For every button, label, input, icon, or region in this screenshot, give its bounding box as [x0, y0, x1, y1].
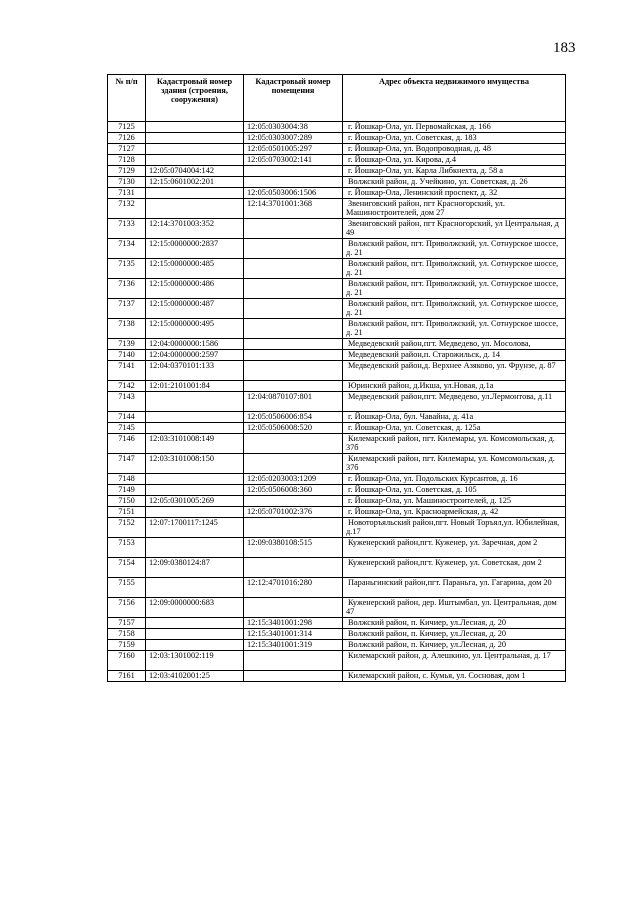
- cell-row-number: 7141: [108, 361, 146, 381]
- cell-address: Волжский район, пгт. Приволжский, ул. Сотнурское шоссе, д. 21: [343, 279, 566, 299]
- cell-address: Куженерский район, дер. Иштымбал, ул. Центральная, дом 47: [343, 598, 566, 618]
- cell-address: г. Йошкар-Ола, ул. Советская, д. 105: [343, 485, 566, 496]
- cell-address: Волжский район, п. Кичиер, ул.Лесная, д. 20: [343, 629, 566, 640]
- table-row: [108, 434, 566, 454]
- table-row: [108, 485, 566, 496]
- cell-building-cadastral: 12:03:1301002:119: [146, 651, 244, 671]
- cell-address: Волжский район, пгт. Приволжский, ул. Сотнурское шоссе, д. 21: [343, 299, 566, 319]
- cell-row-number: 7157: [108, 618, 146, 629]
- cell-building-cadastral: [146, 412, 244, 423]
- cell-room-cadastral: [244, 299, 343, 319]
- cell-row-number: 7145: [108, 423, 146, 434]
- table-row: [108, 474, 566, 485]
- table-row: [108, 122, 566, 133]
- header-row-number: № п/п: [108, 75, 146, 122]
- cell-room-cadastral: [244, 518, 343, 538]
- cell-address: Килемарский район, пгт. Килемары, ул. Комсомольская, д. 37б: [343, 434, 566, 454]
- cell-row-number: 7159: [108, 640, 146, 651]
- cell-address: г. Йошкар-Ола, бул. Чавайна, д. 41а: [343, 412, 566, 423]
- table-row: [108, 381, 566, 392]
- cell-building-cadastral: [146, 199, 244, 219]
- table-row: [108, 339, 566, 350]
- cell-row-number: 7151: [108, 507, 146, 518]
- table-row: [108, 319, 566, 339]
- cell-address: Волжский район, пгт. Приволжский, ул. Сотнурское шоссе, д. 21: [343, 259, 566, 279]
- cell-address: Звениговский район, пгт Красногорский, ул Центральная, д 49: [343, 219, 566, 239]
- table-header-row: [108, 75, 566, 122]
- cell-address: Параньгинский район,пгт. Параньга, ул. Гагарина, дом 20: [343, 578, 566, 598]
- cell-address: Волжский район, п. Кичиер, ул.Лесная, д. 20: [343, 618, 566, 629]
- cell-room-cadastral: [244, 598, 343, 618]
- cell-room-cadastral: 12:05:0506006:854: [244, 412, 343, 423]
- cell-room-cadastral: [244, 496, 343, 507]
- cell-room-cadastral: 12:05:0501005:297: [244, 144, 343, 155]
- cell-address: Килемарский район, с. Кумья, ул. Сосновая, дом 1: [343, 671, 566, 682]
- cell-building-cadastral: [146, 133, 244, 144]
- cell-room-cadastral: [244, 454, 343, 474]
- cell-building-cadastral: [146, 474, 244, 485]
- cell-row-number: 7126: [108, 133, 146, 144]
- cell-row-number: 7135: [108, 259, 146, 279]
- cell-address: Волжский район, п. Кичиер, ул.Лесная, д. 20: [343, 640, 566, 651]
- cell-address: г. Йошкар-Ола, ул. Красноармейская, д. 42: [343, 507, 566, 518]
- table-row: [108, 671, 566, 682]
- cell-address: г. Йошкар-Ола, ул. Машиностроителей, д. 125: [343, 496, 566, 507]
- cell-building-cadastral: 12:15:0000000:2837: [146, 239, 244, 259]
- cell-building-cadastral: 12:09:0380124:87: [146, 558, 244, 578]
- table-row: [108, 578, 566, 598]
- cell-row-number: 7142: [108, 381, 146, 392]
- header-address: Адрес объекта недвижимого имущества: [343, 75, 566, 122]
- cell-building-cadastral: 12:04:0370101:133: [146, 361, 244, 381]
- cell-address: г. Йошкар-Ола, ул. Первомайская, д. 166: [343, 122, 566, 133]
- cell-room-cadastral: [244, 219, 343, 239]
- cell-address: Медведевский район,пгт. Медведево, ул.Лермонтова, д.11: [343, 392, 566, 412]
- cell-room-cadastral: [244, 558, 343, 578]
- table-row: [108, 133, 566, 144]
- cell-row-number: 7130: [108, 177, 146, 188]
- cell-building-cadastral: [146, 629, 244, 640]
- header-room-cadastral: Кадастровый номер помещения: [244, 75, 343, 122]
- cell-row-number: 7132: [108, 199, 146, 219]
- table-row: [108, 423, 566, 434]
- cell-room-cadastral: [244, 381, 343, 392]
- cell-building-cadastral: 12:09:0000000:683: [146, 598, 244, 618]
- cell-room-cadastral: 12:05:0203003:1209: [244, 474, 343, 485]
- cell-row-number: 7147: [108, 454, 146, 474]
- table-row: [108, 640, 566, 651]
- table-row: [108, 155, 566, 166]
- table-row: [108, 629, 566, 640]
- cell-row-number: 7153: [108, 538, 146, 558]
- cell-building-cadastral: [146, 155, 244, 166]
- cell-building-cadastral: 12:15:0601002:201: [146, 177, 244, 188]
- cell-address: Волжский район, д. Учейкино, ул. Советская, д. 26: [343, 177, 566, 188]
- table-row: [108, 538, 566, 558]
- cell-building-cadastral: 12:14:3701003:352: [146, 219, 244, 239]
- table-row: [108, 361, 566, 381]
- cell-building-cadastral: 12:15:0000000:485: [146, 259, 244, 279]
- cell-room-cadastral: 12:09:0380108:515: [244, 538, 343, 558]
- cell-address: г. Йошкар-Ола, ул. Карла Либкнехта, д. 58 а: [343, 166, 566, 177]
- cell-room-cadastral: [244, 350, 343, 361]
- cell-building-cadastral: [146, 618, 244, 629]
- cell-building-cadastral: [146, 423, 244, 434]
- header-building-cadastral: Кадастровый номер здания (строения, сооружения): [146, 75, 244, 122]
- cell-building-cadastral: [146, 640, 244, 651]
- cell-room-cadastral: 12:04:0870107:801: [244, 392, 343, 412]
- cell-address: Медведевский район,п. Старожильск, д. 14: [343, 350, 566, 361]
- cell-room-cadastral: [244, 177, 343, 188]
- property-registry-table: [107, 74, 566, 682]
- cell-row-number: 7133: [108, 219, 146, 239]
- table-row: [108, 199, 566, 219]
- cell-address: г. Йошкар-Ола, ул. Водопроводная, д. 48: [343, 144, 566, 155]
- cell-building-cadastral: 12:05:0704004:142: [146, 166, 244, 177]
- cell-room-cadastral: 12:05:0506008:360: [244, 485, 343, 496]
- cell-room-cadastral: [244, 239, 343, 259]
- cell-address: г. Йошкар-Ола, Ленинский проспект, д. 32: [343, 188, 566, 199]
- cell-row-number: 7155: [108, 578, 146, 598]
- cell-row-number: 7136: [108, 279, 146, 299]
- table-row: [108, 144, 566, 155]
- page-number: 183: [553, 40, 576, 56]
- cell-building-cadastral: [146, 507, 244, 518]
- cell-room-cadastral: 12:05:0506008:520: [244, 423, 343, 434]
- cell-room-cadastral: [244, 671, 343, 682]
- cell-building-cadastral: 12:15:0000000:495: [146, 319, 244, 339]
- cell-row-number: 7129: [108, 166, 146, 177]
- cell-row-number: 7140: [108, 350, 146, 361]
- table-row: [108, 558, 566, 578]
- cell-address: Килемарский район, д. Алешкино, ул. Центральная, д. 17: [343, 651, 566, 671]
- cell-building-cadastral: [146, 485, 244, 496]
- cell-room-cadastral: 12:12:4701016:280: [244, 578, 343, 598]
- cell-address: Волжский район, пгт. Приволжский, ул. Сотнурское шоссе, д. 21: [343, 319, 566, 339]
- table-row: [108, 188, 566, 199]
- cell-row-number: 7156: [108, 598, 146, 618]
- table-row: [108, 412, 566, 423]
- table-row: [108, 392, 566, 412]
- table-row: [108, 279, 566, 299]
- table-row: [108, 518, 566, 538]
- cell-room-cadastral: [244, 279, 343, 299]
- cell-row-number: 7144: [108, 412, 146, 423]
- cell-row-number: 7139: [108, 339, 146, 350]
- cell-address: Куженерский район,пгт. Куженер, ул. Советская, дом 2: [343, 558, 566, 578]
- cell-room-cadastral: 12:05:0701002:376: [244, 507, 343, 518]
- cell-address: Куженерский район,пгт. Куженер, ул. Заречная, дом 2: [343, 538, 566, 558]
- cell-room-cadastral: [244, 361, 343, 381]
- cell-row-number: 7146: [108, 434, 146, 454]
- cell-building-cadastral: [146, 392, 244, 412]
- cell-building-cadastral: [146, 122, 244, 133]
- table-row: [108, 350, 566, 361]
- cell-room-cadastral: [244, 434, 343, 454]
- table-row: [108, 166, 566, 177]
- cell-room-cadastral: 12:14:3701001:368: [244, 199, 343, 219]
- cell-row-number: 7152: [108, 518, 146, 538]
- table-row: [108, 259, 566, 279]
- cell-row-number: 7150: [108, 496, 146, 507]
- cell-row-number: 7127: [108, 144, 146, 155]
- cell-row-number: 7148: [108, 474, 146, 485]
- cell-address: г. Йошкар-Ола, ул. Кирова, д.4: [343, 155, 566, 166]
- cell-address: Волжский район, пгт. Приволжский, ул. Сотнурское шоссе, д. 21: [343, 239, 566, 259]
- cell-address: Новоторъяльский район,пгт. Новый Торъял,ул. Юбилейная, д.17: [343, 518, 566, 538]
- cell-row-number: 7158: [108, 629, 146, 640]
- cell-room-cadastral: [244, 259, 343, 279]
- cell-building-cadastral: 12:03:4102001:25: [146, 671, 244, 682]
- cell-building-cadastral: 12:04:0000000:2597: [146, 350, 244, 361]
- table-row: [108, 496, 566, 507]
- cell-room-cadastral: [244, 651, 343, 671]
- cell-address: Звениговский район, пгт Красногорский, ул. Машиностроителей, дом 27: [343, 199, 566, 219]
- cell-room-cadastral: [244, 319, 343, 339]
- table-row: [108, 598, 566, 618]
- cell-address: Медведевский район,пгт. Медведево, ул. Мосолова,: [343, 339, 566, 350]
- cell-address: Медведевский район,д. Верхнее Азяково, ул. Фрунзе, д. 87: [343, 361, 566, 381]
- cell-building-cadastral: 12:03:3101008:149: [146, 434, 244, 454]
- cell-building-cadastral: 12:05:0301005:269: [146, 496, 244, 507]
- cell-room-cadastral: 12:05:0503006:1506: [244, 188, 343, 199]
- cell-row-number: 7134: [108, 239, 146, 259]
- cell-row-number: 7160: [108, 651, 146, 671]
- cell-building-cadastral: 12:03:3101008:150: [146, 454, 244, 474]
- cell-building-cadastral: 12:15:0000000:486: [146, 279, 244, 299]
- cell-room-cadastral: 12:05:0303007:289: [244, 133, 343, 144]
- cell-row-number: 7137: [108, 299, 146, 319]
- cell-row-number: 7154: [108, 558, 146, 578]
- cell-room-cadastral: 12:15:3401001:298: [244, 618, 343, 629]
- cell-building-cadastral: 12:01:2101001:84: [146, 381, 244, 392]
- cell-building-cadastral: [146, 188, 244, 199]
- cell-row-number: 7131: [108, 188, 146, 199]
- cell-address: Килемарский район, пгт. Килемары, ул. Комсомольская, д. 37б: [343, 454, 566, 474]
- table-row: [108, 219, 566, 239]
- cell-room-cadastral: 12:15:3401001:314: [244, 629, 343, 640]
- table-row: [108, 507, 566, 518]
- table-row: [108, 239, 566, 259]
- cell-row-number: 7143: [108, 392, 146, 412]
- cell-building-cadastral: [146, 144, 244, 155]
- cell-row-number: 7138: [108, 319, 146, 339]
- cell-room-cadastral: 12:05:0303004:38: [244, 122, 343, 133]
- cell-room-cadastral: 12:05:0703002:141: [244, 155, 343, 166]
- cell-row-number: 7128: [108, 155, 146, 166]
- cell-row-number: 7161: [108, 671, 146, 682]
- cell-row-number: 7149: [108, 485, 146, 496]
- cell-building-cadastral: 12:15:0000000:487: [146, 299, 244, 319]
- cell-address: г. Йошкар-Ола, ул. Советская, д. 183: [343, 133, 566, 144]
- cell-address: Юринский район, д.Икша, ул.Новая, д.1а: [343, 381, 566, 392]
- table-row: [108, 454, 566, 474]
- cell-address: г. Йошкар-Ола, ул. Подольских Курсантов, д. 16: [343, 474, 566, 485]
- cell-room-cadastral: [244, 166, 343, 177]
- cell-building-cadastral: [146, 538, 244, 558]
- cell-room-cadastral: [244, 339, 343, 350]
- cell-row-number: 7125: [108, 122, 146, 133]
- cell-room-cadastral: 12:15:3401001:319: [244, 640, 343, 651]
- cell-address: г. Йошкар-Ола, ул. Советская, д. 125а: [343, 423, 566, 434]
- table-row: [108, 651, 566, 671]
- table-row: [108, 618, 566, 629]
- table-row: [108, 299, 566, 319]
- table-row: [108, 177, 566, 188]
- cell-building-cadastral: 12:04:0000000:1586: [146, 339, 244, 350]
- cell-building-cadastral: [146, 578, 244, 598]
- cell-building-cadastral: 12:07:1700117:1245: [146, 518, 244, 538]
